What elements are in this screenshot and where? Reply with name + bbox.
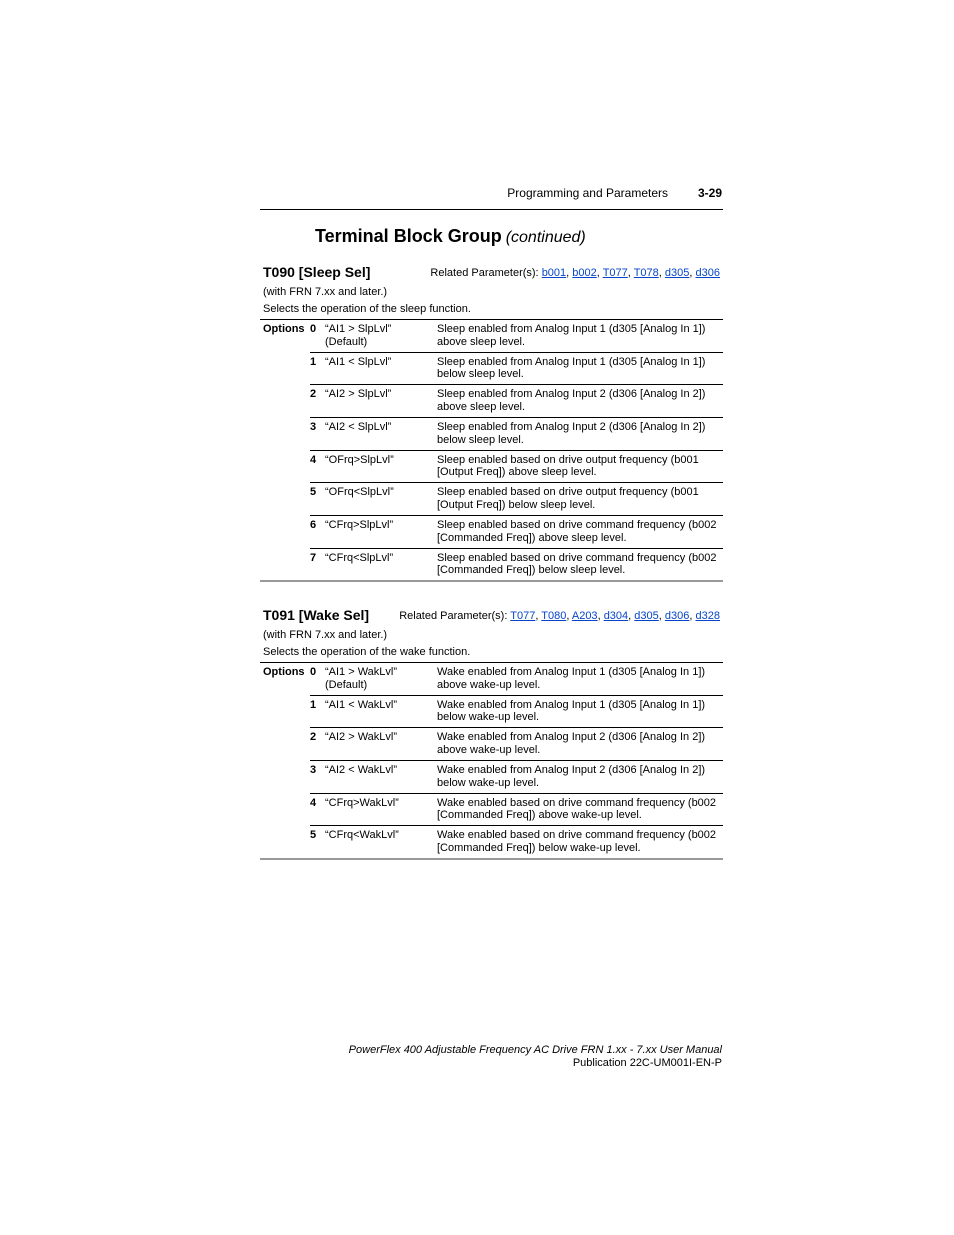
option-name: “AI2 > SlpLvl” [325,385,437,418]
option-name: “CFrq<SlpLvl” [325,548,437,581]
option-description: Wake enabled from Analog Input 2 (d306 [Analog In 2]) above wake-up level. [437,728,723,761]
option-name: “AI2 < WakLvl” [325,761,437,794]
option-number: 3 [310,418,325,451]
option-row [260,695,723,728]
related-link[interactable]: d306 [664,610,690,622]
page-number: 3-29 [697,186,722,200]
param-name: T090 [Sleep Sel] [263,264,371,280]
option-number: 2 [310,728,325,761]
option-row [260,826,723,859]
related-link[interactable]: A203 [571,610,598,622]
related-link[interactable]: d328 [695,610,720,622]
option-row [260,663,723,696]
param-description: Selects the operation of the sleep function. [263,303,471,315]
related-link[interactable]: d305 [634,610,659,622]
related-link[interactable]: T080 [541,610,567,622]
option-name: “OFrq>SlpLvl” [325,450,437,483]
frn-note: (with FRN 7.xx and later.) [263,286,388,298]
option-name: “AI1 > SlpLvl” (Default) [325,323,392,348]
group-title [315,226,586,247]
header-section-title: Programming and Parameters [507,186,668,200]
option-number: 5 [310,483,325,516]
option-number: 1 [310,352,325,385]
options-table [260,662,723,860]
page-footer [349,1044,722,1070]
options-label: Options [263,323,305,335]
option-name: “OFrq<SlpLvl” [325,483,437,516]
group-title-continued: (continued) [505,229,586,246]
related-parameters: Related Parameter(s): T077, T080, A203, d304, d305, d306, d328 [399,610,720,622]
option-name: “AI1 < SlpLvl” [325,352,437,385]
related-label: Related Parameter(s): [430,267,539,279]
option-row [260,450,723,483]
related-link[interactable]: b001 [541,267,567,279]
option-row [260,548,723,581]
option-description: Wake enabled based on drive command frequency (b002 [Commanded Freq]) above wake-up level. [437,793,723,826]
options-table [260,319,723,582]
param-name: T091 [Wake Sel] [263,607,370,623]
footer-publication: Publication 22C-UM001I-EN-P [572,1057,722,1069]
option-name: “CFrq>WakLvl” [325,793,437,826]
option-row [260,516,723,549]
related-link[interactable]: d305 [664,267,690,279]
option-row [260,761,723,794]
related-parameters: Related Parameter(s): b001, b002, T077, T078, d305, d306 [430,267,720,279]
related-link[interactable]: T077 [602,267,628,279]
option-name: “AI1 < WakLvl” [325,695,437,728]
option-number: 0 [310,666,317,678]
option-name: “AI1 > WakLvl” (Default) [325,666,398,691]
option-row [260,483,723,516]
related-link[interactable]: b002 [572,267,597,279]
option-description: Wake enabled based on drive command frequency (b002 [Commanded Freq]) below wake-up level. [437,826,723,859]
running-head [260,182,723,210]
option-number: 4 [310,793,325,826]
option-row [260,728,723,761]
option-number: 3 [310,761,325,794]
option-name: “CFrq>SlpLvl” [325,516,437,549]
frn-note: (with FRN 7.xx and later.) [263,629,388,641]
option-description: Sleep enabled from Analog Input 2 (d306 [Analog In 2]) below sleep level. [437,418,723,451]
related-link[interactable]: d304 [603,610,629,622]
option-row [260,793,723,826]
option-description: Sleep enabled from Analog Input 1 (d305 [Analog In 1]) above sleep level. [437,323,706,348]
group-title-main: Terminal Block Group [315,226,502,246]
options-label: Options [263,666,305,678]
related-link[interactable]: T078 [633,267,659,279]
option-description: Sleep enabled based on drive output frequency (b001 [Output Freq]) above sleep level. [437,450,723,483]
option-name: “AI2 < SlpLvl” [325,418,437,451]
option-row [260,320,723,353]
option-number: 5 [310,826,325,859]
option-row [260,352,723,385]
option-description: Sleep enabled from Analog Input 2 (d306 [Analog In 2]) above sleep level. [437,385,723,418]
option-name: “CFrq<WakLvl” [325,826,437,859]
option-description: Sleep enabled based on drive output frequency (b001 [Output Freq]) below sleep level. [437,483,723,516]
option-name: “AI2 > WakLvl” [325,728,437,761]
option-description: Wake enabled from Analog Input 2 (d306 [Analog In 2]) below wake-up level. [437,761,723,794]
related-link[interactable]: T077 [510,610,536,622]
option-number: 4 [310,450,325,483]
related-link[interactable]: d306 [695,267,720,279]
option-description: Wake enabled from Analog Input 1 (d305 [Analog In 1]) above wake-up level. [437,666,706,691]
option-number: 6 [310,516,325,549]
option-number: 2 [310,385,325,418]
option-row [260,418,723,451]
option-row [260,385,723,418]
related-label: Related Parameter(s): [399,610,508,622]
option-number: 0 [310,323,317,335]
option-description: Wake enabled from Analog Input 1 (d305 [Analog In 1]) below wake-up level. [437,695,723,728]
option-number: 1 [310,695,325,728]
option-description: Sleep enabled based on drive command frequency (b002 [Commanded Freq]) above sleep level. [437,516,723,549]
option-description: Sleep enabled based on drive command frequency (b002 [Commanded Freq]) below sleep level. [437,548,723,581]
footer-manual-title: PowerFlex 400 Adjustable Frequency AC Drive FRN 1.xx - 7.xx User Manual [348,1044,722,1056]
option-number: 7 [310,548,325,581]
param-description: Selects the operation of the wake function. [263,646,471,658]
option-description: Sleep enabled from Analog Input 1 (d305 [Analog In 1]) below sleep level. [437,352,723,385]
